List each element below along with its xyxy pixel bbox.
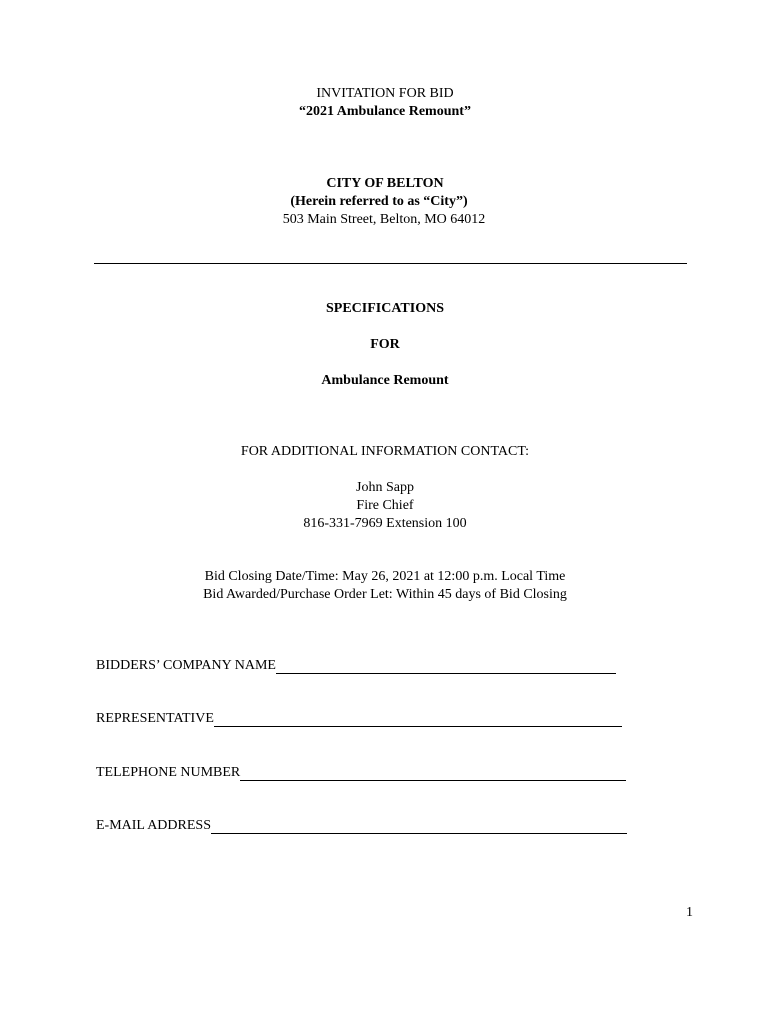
email-field[interactable] bbox=[96, 817, 627, 835]
contact-name: John Sapp bbox=[356, 480, 414, 495]
city-address: 503 Main Street, Belton, MO 64012 bbox=[282, 212, 486, 227]
contact-phone: 816-331-7969 Extension 100 bbox=[303, 516, 467, 531]
representative-label: REPRESENTATIVE bbox=[96, 711, 214, 726]
invitation-heading: INVITATION FOR BID bbox=[316, 86, 454, 101]
telephone-label: TELEPHONE NUMBER bbox=[96, 765, 241, 780]
specs-heading: SPECIFICATIONS bbox=[326, 301, 444, 316]
section-divider bbox=[94, 263, 687, 264]
project-title: “2021 Ambulance Remount” bbox=[299, 104, 471, 119]
city-name: CITY OF BELTON bbox=[326, 176, 444, 191]
telephone-blank[interactable] bbox=[240, 766, 626, 781]
bid-awarded: Bid Awarded/Purchase Order Let: Within 45 days of Bid Closing bbox=[203, 587, 567, 602]
company-name-blank[interactable] bbox=[276, 659, 616, 674]
contact-title: Fire Chief bbox=[356, 498, 414, 513]
email-blank[interactable] bbox=[211, 819, 627, 834]
telephone-field[interactable] bbox=[96, 764, 626, 782]
company-name-label: BIDDERS’ COMPANY NAME bbox=[96, 658, 276, 673]
bid-closing: Bid Closing Date/Time: May 26, 2021 at 12:00 p.m. Local Time bbox=[204, 569, 566, 584]
specs-for: FOR bbox=[370, 337, 400, 352]
representative-blank[interactable] bbox=[214, 712, 622, 727]
representative-field[interactable] bbox=[96, 710, 622, 728]
page-number: 1 bbox=[686, 905, 693, 920]
company-name-field[interactable] bbox=[96, 657, 616, 675]
contact-heading: FOR ADDITIONAL INFORMATION CONTACT: bbox=[240, 444, 530, 459]
specs-subject: Ambulance Remount bbox=[321, 373, 449, 388]
city-referred: (Herein referred to as “City”) bbox=[290, 194, 468, 209]
email-label: E-MAIL ADDRESS bbox=[96, 818, 211, 833]
